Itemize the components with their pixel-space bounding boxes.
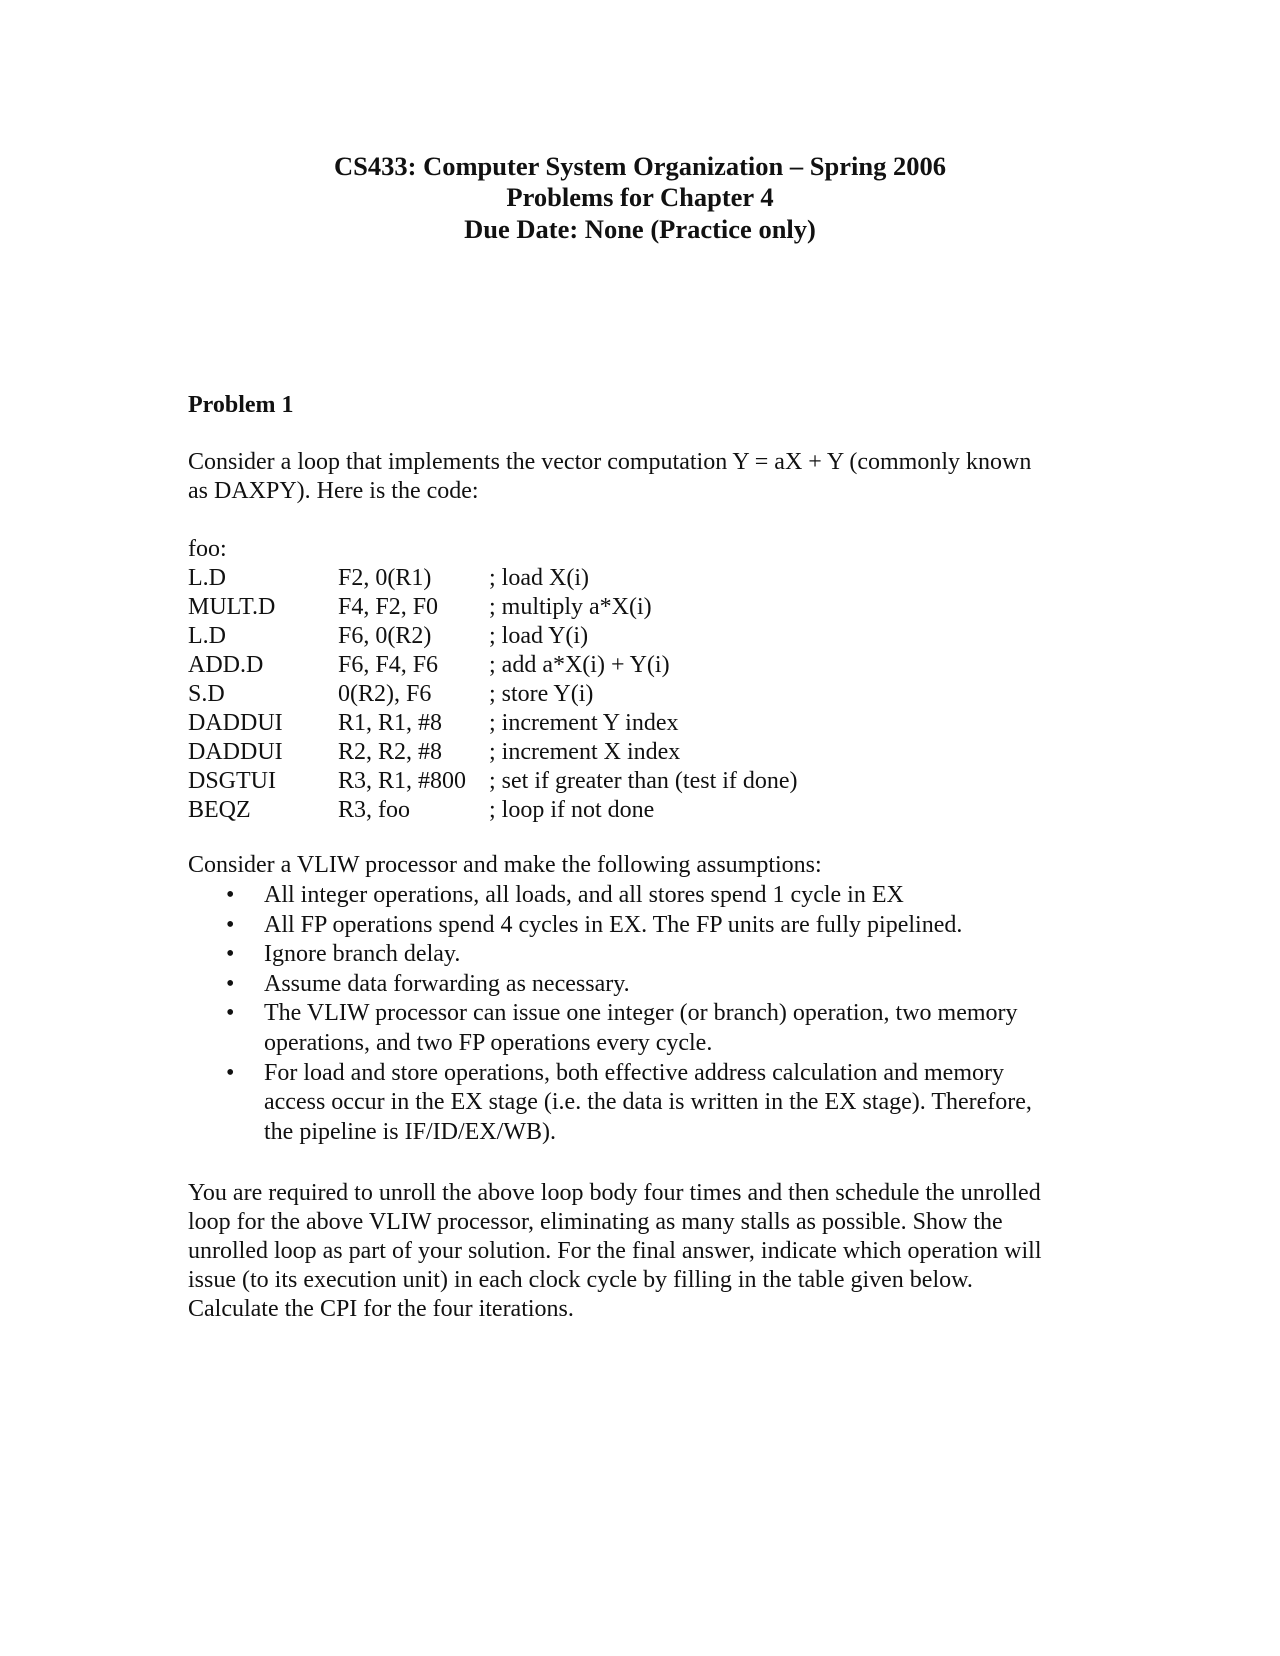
assumptions-intro: Consider a VLIW processor and make the following assumptions: [188, 852, 822, 878]
bullet-icon: • [226, 970, 235, 997]
code-op: DSGTUI [188, 768, 276, 794]
code-comment: ; set if greater than (test if done) [489, 768, 798, 794]
problem-heading: Problem 1 [188, 392, 294, 418]
bullet-icon: • [226, 1000, 235, 1027]
assumption-item: access occur in the EX stage (i.e. the data is written in the EX stage). Therefore, [264, 1089, 1032, 1116]
code-op: MULT.D [188, 594, 276, 620]
code-op: BEQZ [188, 797, 251, 823]
assumption-item: Assume data forwarding as necessary. [264, 970, 630, 997]
code-comment: ; load X(i) [489, 565, 589, 591]
assumption-item: All integer operations, all loads, and all stores spend 1 cycle in EX [264, 882, 904, 908]
code-comment: ; load Y(i) [489, 623, 589, 649]
code-comment: ; increment X index [489, 739, 681, 765]
code-comment: ; increment Y index [489, 710, 679, 736]
code-args: F6, 0(R2) [338, 623, 432, 649]
code-args: F6, F4, F6 [338, 652, 439, 678]
code-comment: ; multiply a*X(i) [489, 594, 652, 620]
code-comment: ; loop if not done [489, 797, 655, 823]
bullet-icon: • [226, 911, 235, 938]
code-args: R3, R1, #800 [338, 768, 467, 794]
assumption-item: All FP operations spend 4 cycles in EX. The FP units are fully pipelined. [264, 911, 963, 938]
intro-line: as DAXPY). Here is the code: [188, 478, 479, 504]
code-comment: ; store Y(i) [489, 681, 594, 707]
code-args: F4, F2, F0 [338, 594, 439, 620]
bullet-icon: • [226, 941, 235, 968]
task-line: loop for the above VLIW processor, eliminating as many stalls as possible. Show the [188, 1209, 1003, 1235]
code-op: ADD.D [188, 652, 264, 678]
assumption-item: For load and store operations, both effective address calculation and memory [264, 1059, 1004, 1086]
code-args: F2, 0(R1) [338, 565, 432, 591]
code-op: S.D [188, 681, 225, 707]
intro-line: Consider a loop that implements the vector computation Y = aX + Y (commonly known [188, 449, 1032, 475]
code-op: L.D [188, 565, 226, 591]
due-date: Due Date: None (Practice only) [464, 214, 816, 244]
code-args: R2, R2, #8 [338, 739, 443, 765]
assumption-item: operations, and two FP operations every cycle. [264, 1030, 713, 1056]
task-line: You are required to unroll the above loop body four times and then schedule the unrolled [188, 1180, 1041, 1206]
code-op: DADDUI [188, 710, 283, 736]
task-line: unrolled loop as part of your solution. For the final answer, indicate which operation will [188, 1238, 1042, 1264]
code-op: DADDUI [188, 739, 283, 765]
document-title: CS433: Computer System Organization – Spring 2006 [334, 151, 946, 181]
assumption-item: the pipeline is IF/ID/EX/WB). [264, 1118, 556, 1145]
document-subtitle: Problems for Chapter 4 [506, 182, 774, 212]
bullet-icon: • [226, 1059, 235, 1086]
code-args: R3, foo [338, 797, 410, 823]
code-args: 0(R2), F6 [338, 681, 432, 707]
code-comment: ; add a*X(i) + Y(i) [489, 652, 670, 678]
code-args: R1, R1, #8 [338, 710, 443, 736]
assumption-item: Ignore branch delay. [264, 941, 461, 968]
task-line: Calculate the CPI for the four iterations. [188, 1296, 574, 1322]
task-line: issue (to its execution unit) in each clock cycle by filling in the table given below. [188, 1267, 973, 1293]
assumption-item: The VLIW processor can issue one integer (or branch) operation, two memory [264, 1000, 1018, 1027]
code-op: L.D [188, 623, 226, 649]
bullet-icon: • [226, 882, 235, 908]
code-label: foo: [188, 536, 227, 562]
